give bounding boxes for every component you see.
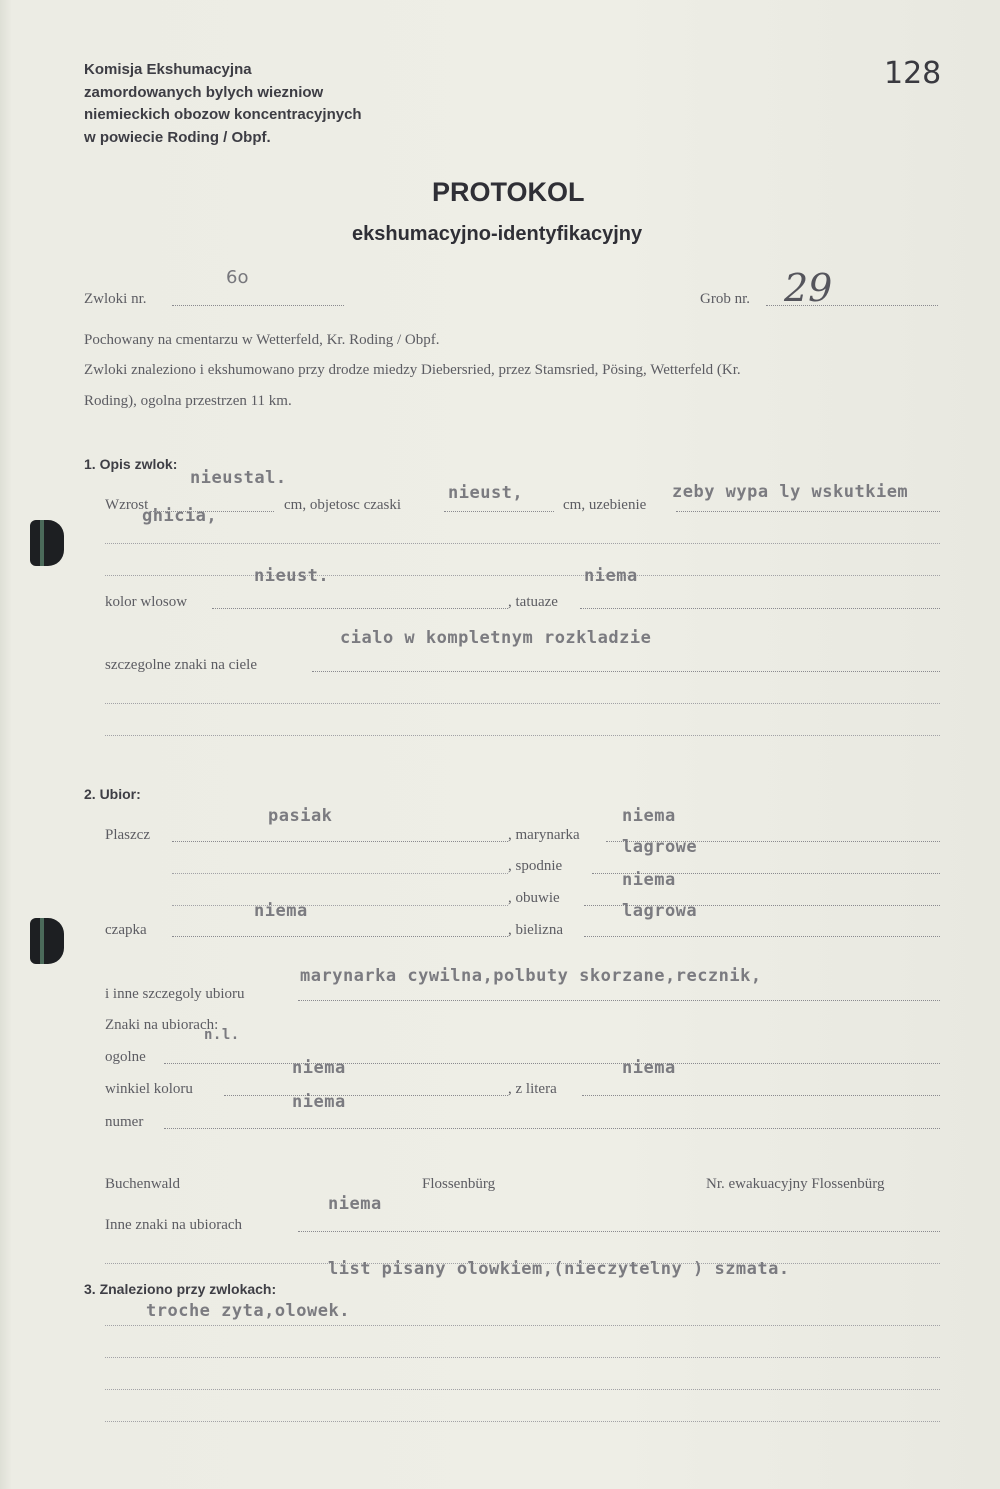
- wzrost-value-continued: ghicia,: [142, 506, 218, 526]
- inne-ubior-value: marynarka cywilna,polbuty skorzane,recznik,: [300, 966, 762, 986]
- zwloki-label: Zwloki nr.: [84, 291, 147, 307]
- page-number: 128: [884, 56, 942, 91]
- blank-line: [105, 1389, 940, 1390]
- zwloki-dotted-line: [172, 305, 344, 306]
- burial-place: Pochowany na cmentarzu w Wetterfeld, Kr. Roding / Obpf.: [84, 332, 440, 348]
- znaki-label: szczegolne znaki na ciele: [105, 657, 257, 673]
- numer-label: numer: [105, 1114, 144, 1130]
- spodnie-value: lagrowe: [622, 837, 698, 857]
- spodnie-label: , spodnie: [508, 858, 563, 874]
- wzrost-dotted-line: [150, 511, 274, 512]
- ewakuacyjny-label: Nr. ewakuacyjny Flossenbürg: [706, 1176, 885, 1192]
- litera-label: , z litera: [508, 1081, 557, 1097]
- found-location-line2: Roding), ogolna przestrzen 11 km.: [84, 393, 292, 409]
- wlosy-label: kolor wlosow: [105, 594, 188, 610]
- znaki-ubiory-label: Znaki na ubiorach:: [105, 1017, 219, 1033]
- inne-znaki-value: niema: [328, 1194, 382, 1214]
- blank-line: [105, 1357, 940, 1358]
- document-subtitle: ekshumacyjno-identyfikacyjny: [352, 223, 643, 245]
- wlosy-dotted-line: [212, 608, 508, 609]
- found-location-line1: Zwloki znaleziono i ekshumowano przy drodze miedzy Diebersried, przez Stamsried, Pösing, Wetterfeld (Kr.: [84, 362, 741, 378]
- czaszka-value: nieust,: [448, 483, 524, 503]
- blank-line: [105, 543, 940, 544]
- section-2-heading: 2. Ubior:: [84, 786, 141, 802]
- ogolne-value: n.l.: [204, 1027, 240, 1043]
- litera-dotted-line: [582, 1095, 940, 1096]
- found-items-value-2: troche zyta,olowek.: [146, 1301, 350, 1321]
- grob-number: 29: [784, 266, 833, 310]
- org-line-3: niemieckich obozow koncentracyjnych: [84, 106, 362, 123]
- section-3-heading: 3. Znaleziono przy zwlokach:: [84, 1281, 277, 1297]
- winkiel-label: winkiel koloru: [105, 1081, 193, 1097]
- znaki-dotted-line: [312, 671, 940, 672]
- obuwie-value: niema: [622, 870, 676, 890]
- blank-line: [105, 575, 940, 576]
- bielizna-label: , bielizna: [508, 922, 563, 938]
- blank-line: [105, 1421, 940, 1422]
- document-title: PROTOKOL: [432, 177, 585, 207]
- paper-clip: [30, 520, 64, 566]
- tatuaze-dotted-line: [580, 608, 940, 609]
- blank-line: [105, 1325, 940, 1326]
- org-line-1: Komisja Ekshumacyjna: [84, 61, 252, 78]
- found-items-value-1: list pisany olowkiem,(nieczytelny ) szmata.: [328, 1259, 790, 1279]
- czaszka-label: cm, objetosc czaski: [284, 497, 402, 513]
- wzrost-label: Wzrost: [105, 497, 149, 513]
- winkiel-value: niema: [292, 1058, 346, 1078]
- uzebienie-value: zeby wypa ly wskutkiem: [672, 482, 909, 502]
- section-1-heading: 1. Opis zwlok:: [84, 456, 178, 472]
- blank-line: [105, 703, 940, 704]
- marynarka-value: niema: [622, 806, 676, 826]
- wzrost-value: nieustal.: [190, 468, 287, 488]
- org-line-2: zamordowanych bylych wiezniow: [84, 84, 324, 101]
- plaszcz-label: Plaszcz: [105, 827, 150, 843]
- ogolne-label: ogolne: [105, 1049, 146, 1065]
- uzebienie-dotted-line: [676, 511, 940, 512]
- czapka-value: niema: [254, 901, 308, 921]
- ogolne-dotted-line: [164, 1063, 940, 1064]
- wlosy-value: nieust.: [254, 566, 330, 586]
- numer-dotted-line: [164, 1128, 940, 1129]
- numer-value: niema: [292, 1092, 346, 1112]
- plaszcz-dotted-line: [172, 841, 508, 842]
- blank-line: [172, 905, 508, 906]
- tatuaze-label: , tatuaze: [508, 594, 558, 610]
- winkiel-dotted-line: [224, 1095, 508, 1096]
- czapka-dotted-line: [172, 936, 508, 937]
- org-line-4: w powiecie Roding / Obpf.: [84, 129, 271, 146]
- uzebienie-label: cm, uzebienie: [563, 497, 647, 513]
- czapka-label: czapka: [105, 922, 147, 938]
- blank-line: [105, 735, 940, 736]
- buchenwald-label: Buchenwald: [105, 1176, 180, 1192]
- bielizna-dotted-line: [584, 936, 940, 937]
- tatuaze-value: niema: [584, 566, 638, 586]
- grob-label: Grob nr.: [700, 291, 750, 307]
- zwloki-number: 6o: [226, 267, 249, 288]
- inne-ubior-dotted-line: [298, 1000, 940, 1001]
- inne-ubior-label: i inne szczegoly ubioru: [105, 986, 245, 1002]
- plaszcz-value: pasiak: [268, 806, 333, 826]
- znaki-value: cialo w kompletnym rozkladzie: [340, 628, 652, 648]
- czaszka-dotted-line: [444, 511, 554, 512]
- marynarka-label: , marynarka: [508, 827, 580, 843]
- obuwie-label: , obuwie: [508, 890, 560, 906]
- flossenburg-label: Flossenbürg: [422, 1176, 496, 1192]
- paper-clip: [30, 918, 64, 964]
- inne-znaki-dotted-line: [298, 1231, 940, 1232]
- blank-line: [172, 873, 508, 874]
- inne-znaki-label: Inne znaki na ubiorach: [105, 1217, 243, 1233]
- bielizna-value: lagrowa: [622, 901, 698, 921]
- litera-value: niema: [622, 1058, 676, 1078]
